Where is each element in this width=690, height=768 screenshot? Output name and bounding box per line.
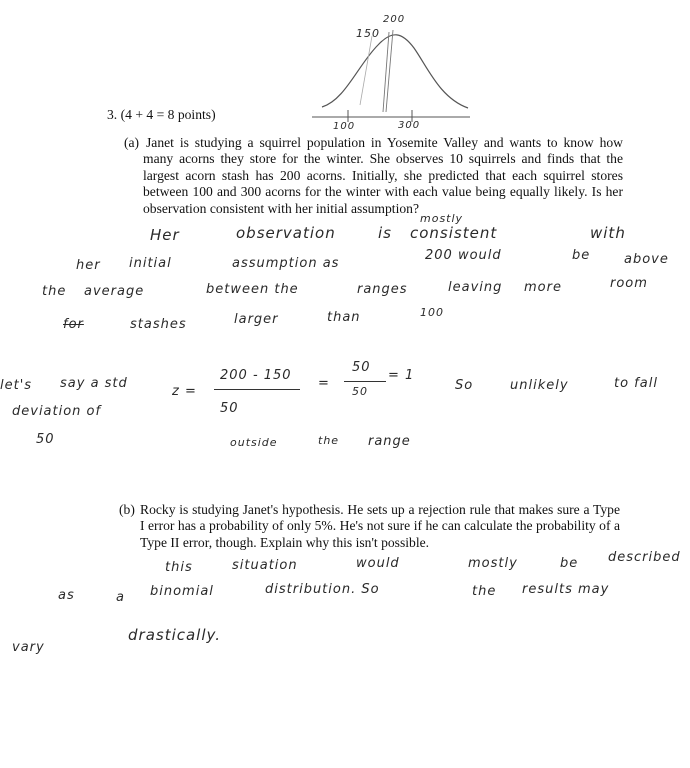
hw-say: say a std bbox=[60, 376, 128, 391]
hw-frac2-bar bbox=[344, 381, 386, 382]
hw-her: Her bbox=[150, 226, 180, 244]
hw-consistent: consistent bbox=[410, 224, 498, 242]
hw-eq1: = 1 bbox=[388, 368, 415, 383]
hw-100: 100 bbox=[420, 306, 444, 319]
hw-average: average bbox=[84, 284, 145, 299]
hw-b-the: the bbox=[472, 584, 497, 599]
hw-lets: let's bbox=[0, 378, 33, 393]
hw-range: range bbox=[368, 434, 411, 449]
hw-b-situation: situation bbox=[232, 558, 298, 573]
part-b-text: Rocky is studying Janet's hypothesis. He sets up a rejection rule that makes sure a Type I error has a probability of only 5%. He's not sure if he can calculate the probability of a Type II error, though. Explain why this isn't possible. bbox=[140, 502, 620, 550]
hw-b-distribution: distribution. So bbox=[265, 582, 380, 597]
hw-between: between the bbox=[206, 282, 299, 297]
part-a-label: (a) bbox=[124, 135, 140, 150]
hw-b-a: a bbox=[116, 590, 125, 605]
hw-eq: = bbox=[318, 376, 330, 391]
sketch-label-300: 300 bbox=[398, 120, 421, 131]
hw-to-fall: to fall bbox=[614, 376, 658, 391]
hw-for: for bbox=[63, 317, 84, 332]
hw-b-would: would bbox=[356, 556, 400, 571]
center-line-b bbox=[386, 30, 393, 112]
hw-larger: larger bbox=[234, 312, 279, 327]
hw-unlikely: unlikely bbox=[510, 378, 569, 393]
hw-mostly: mostly bbox=[420, 212, 464, 225]
hw-frac1-den: 50 bbox=[220, 401, 239, 416]
hw-the2: the bbox=[318, 434, 340, 447]
hw-outside: outside bbox=[230, 436, 278, 449]
hw-deviation: deviation of bbox=[12, 404, 102, 419]
hw-observation: observation bbox=[236, 224, 336, 242]
hw-200-would: 200 would bbox=[425, 248, 502, 263]
hw-z: z = bbox=[172, 384, 197, 399]
hw-stashes: stashes bbox=[130, 317, 187, 332]
center-line-a bbox=[383, 32, 389, 112]
hw-be: be bbox=[572, 248, 591, 263]
hw-is: is bbox=[378, 224, 392, 242]
hw-b-this: this bbox=[165, 560, 193, 575]
part-a-text: Janet is studying a squirrel population in Yosemite Valley and wants to know how many acorns they store for the winter. She observes 10 squirrels and finds that the largest acorn stash has 200 acorns. Initially, she predicted that each squirrel stores between 100 and 300 acorns for the winter with each value being equally likely. Is her observation consistent with her initial assumption? bbox=[143, 135, 623, 216]
hw-50: 50 bbox=[36, 432, 55, 447]
hw-than: than bbox=[327, 310, 361, 325]
hw-frac1-bar bbox=[214, 389, 300, 390]
hw-above: above bbox=[624, 252, 669, 267]
hw-her2: her bbox=[76, 258, 101, 273]
hw-the: the bbox=[42, 284, 67, 299]
hw-b-described: described bbox=[608, 550, 681, 565]
hw-b-binomial: binomial bbox=[150, 584, 214, 599]
hw-with: with bbox=[590, 224, 626, 242]
hw-b-vary: vary bbox=[12, 640, 45, 655]
hw-b-mostly: mostly bbox=[468, 556, 518, 571]
hw-frac2-num: 50 bbox=[352, 360, 371, 375]
problem-number: 3. (4 + 4 = 8 points) bbox=[107, 107, 216, 122]
hw-so: So bbox=[455, 378, 474, 393]
hw-b-as: as bbox=[58, 588, 75, 603]
hw-ranges: ranges bbox=[357, 282, 408, 297]
part-b-label: (b) bbox=[119, 502, 135, 517]
hw-more: more bbox=[524, 280, 562, 295]
hw-b-results: results may bbox=[522, 582, 610, 597]
hw-frac1-num: 200 - 150 bbox=[220, 368, 292, 383]
left-line bbox=[360, 36, 372, 105]
hw-b-drastically: drastically. bbox=[128, 626, 221, 644]
sketch-label-200: 200 bbox=[383, 14, 406, 25]
sketch-label-100: 100 bbox=[333, 121, 356, 132]
hw-room: room bbox=[610, 276, 648, 291]
hw-initial: initial bbox=[129, 256, 172, 271]
sketch-label-150: 150 bbox=[356, 27, 380, 40]
hw-assumption: assumption as bbox=[232, 256, 340, 271]
bell-curve bbox=[322, 35, 468, 108]
hw-b-be: be bbox=[560, 556, 579, 571]
hw-leaving: leaving bbox=[448, 280, 503, 295]
hw-frac2-den: 50 bbox=[352, 385, 368, 398]
